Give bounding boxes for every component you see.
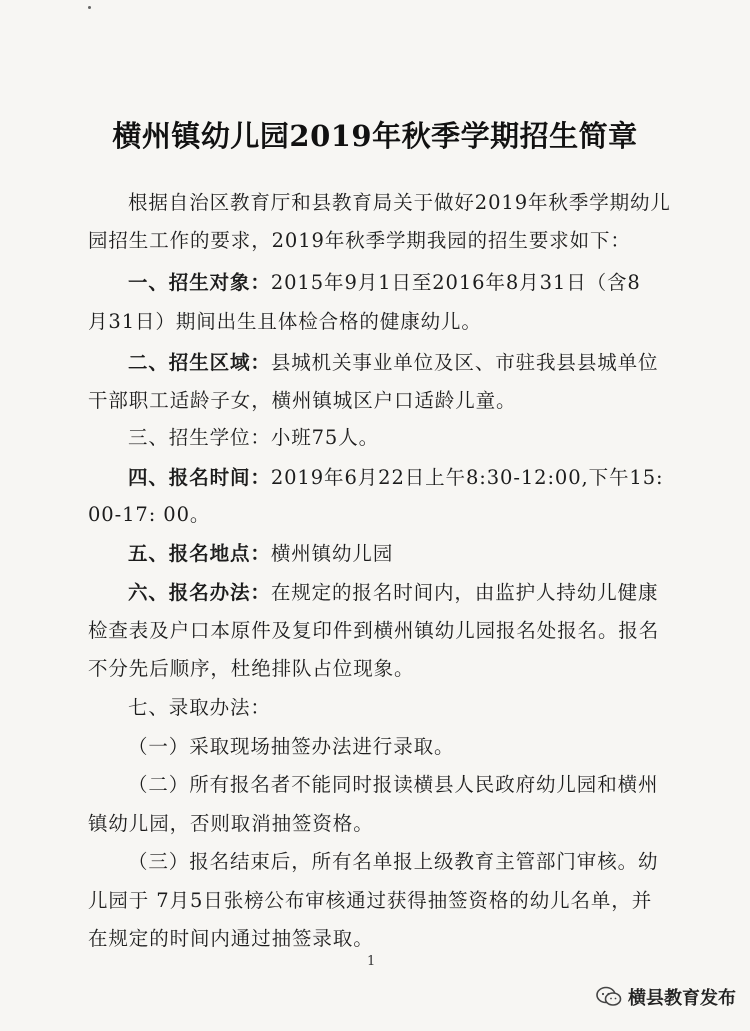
section-6-cont-1: 检查表及户口本原件及复印件到横州镇幼儿园报名处报名。报名 <box>88 619 660 642</box>
section-5-heading: 五、报名地点： <box>128 542 271 565</box>
section-6-cont-2: 不分先后顺序，杜绝排队占位现象。 <box>88 657 415 680</box>
document-title: 横州镇幼儿园2019年秋季学期招生简章 <box>112 119 638 153</box>
page-number: 1 <box>367 954 376 969</box>
account-watermark <box>596 984 736 1010</box>
section-1 <box>128 270 728 296</box>
section-4-cont: 00-17: 00。 <box>88 503 211 526</box>
section-4-heading: 四、报名时间： <box>128 466 271 489</box>
section-7-heading: 七、录取办法： <box>128 696 271 719</box>
section-7-item-3b: 儿园于 7月5日张榜公布审核通过获得抽签资格的幼儿名单，并 <box>88 889 653 912</box>
section-2-text: 县城机关事业单位及区、市驻我县县城单位 <box>270 351 659 374</box>
section-1-heading: 一、招生对象： <box>128 271 271 294</box>
section-7-item-1: （一）采取现场抽签办法进行录取。 <box>128 735 455 758</box>
intro-line-2: 园招生工作的要求，2019年秋季学期我园的招生要求如下： <box>88 229 631 252</box>
watermark-text: 横县教育发布 <box>628 988 736 1009</box>
section-5 <box>128 541 728 567</box>
section-3 <box>128 425 728 451</box>
section-6 <box>128 580 728 606</box>
section-7-item-3a: （三）报名结束后，所有名单报上级教育主管部门审核。幼 <box>128 850 659 873</box>
section-1-text: 2015年9月1日至2016年8月31日（含8 <box>270 271 641 294</box>
section-3-text: 小班75人。 <box>270 426 380 449</box>
scan-speck <box>88 6 91 9</box>
section-4 <box>128 465 728 491</box>
section-7-item-2b: 镇幼儿园，否则取消抽签资格。 <box>88 812 374 835</box>
section-6-heading: 六、报名办法： <box>128 581 271 604</box>
wechat-icon <box>596 986 622 1008</box>
section-2-cont: 干部职工适龄子女，横州镇城区户口适龄儿童。 <box>88 389 517 412</box>
section-3-heading: 三、招生学位： <box>128 426 271 449</box>
section-4-text: 2019年6月22日上午8:30-12:00,下午15: <box>270 466 664 489</box>
section-2-heading: 二、招生区域： <box>128 351 271 374</box>
section-7-item-3c: 在规定的时间内通过抽签录取。 <box>88 927 374 950</box>
intro-line-1: 根据自治区教育厅和县教育局关于做好2019年秋季学期幼儿 <box>128 191 671 214</box>
section-7-item-2a: （二）所有报名者不能同时报读横县人民政府幼儿园和横州 <box>128 773 659 796</box>
section-5-text: 横州镇幼儿园 <box>270 542 394 565</box>
section-1-cont: 月31日）期间出生且体检合格的健康幼儿。 <box>88 310 482 333</box>
section-2 <box>128 350 728 376</box>
section-6-text: 在规定的报名时间内，由监护人持幼儿健康 <box>270 581 659 604</box>
